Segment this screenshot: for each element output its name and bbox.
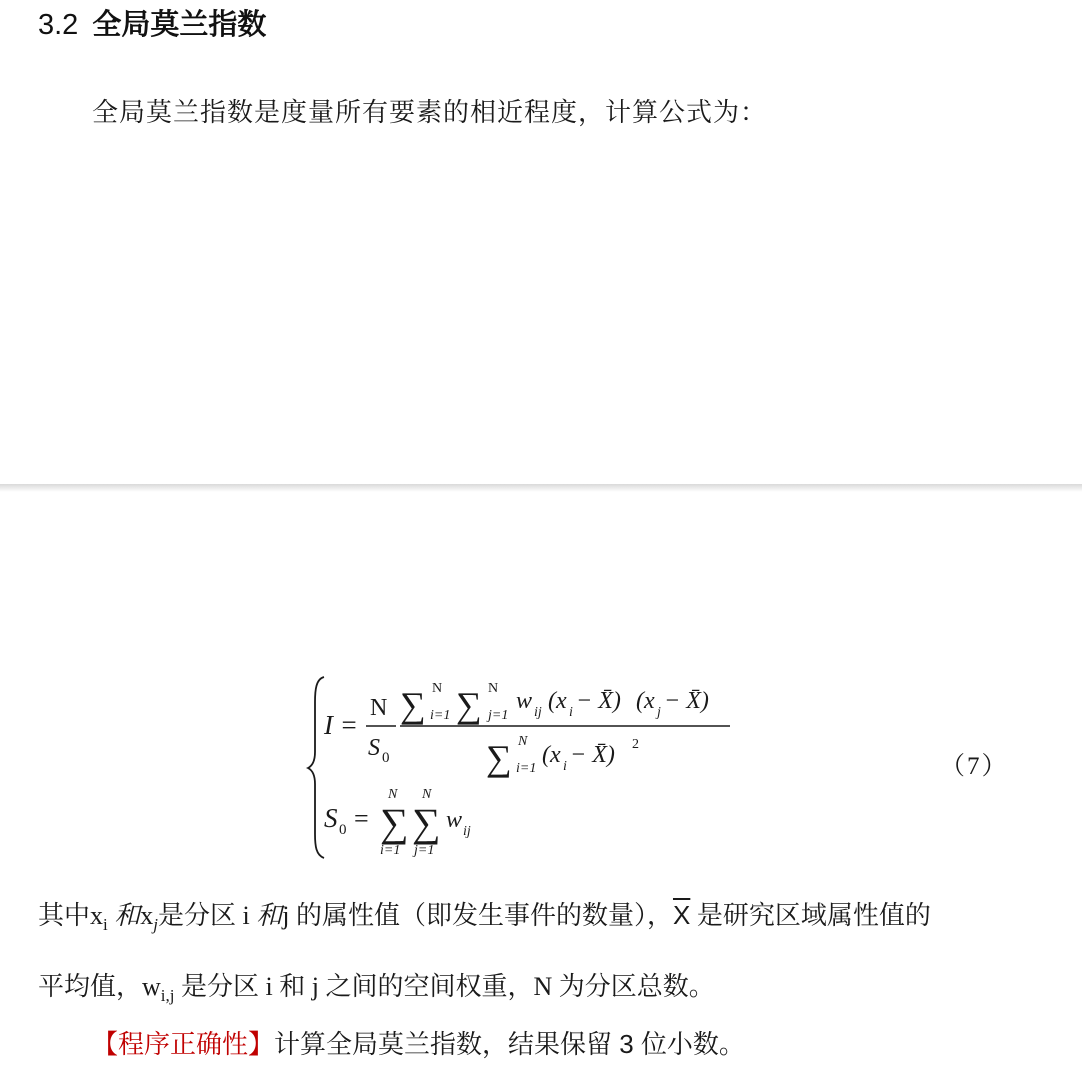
coef-numerator: N bbox=[370, 695, 388, 721]
den-sum-upper: N bbox=[518, 734, 528, 749]
s0-lhs-sub: 0 bbox=[339, 822, 347, 838]
def-xi-sub: i bbox=[103, 915, 108, 934]
coef-denominator-sub: 0 bbox=[382, 750, 390, 766]
sum1-lower: i=1 bbox=[430, 708, 451, 723]
den-sum-lower: i=1 bbox=[516, 761, 537, 776]
num-term2-sub: j bbox=[657, 705, 661, 720]
def-xbar: $\overline{X}$ bbox=[672, 900, 691, 930]
num-term2: (x bbox=[636, 688, 655, 714]
def-xi: x bbox=[90, 901, 104, 930]
coef-denominator: S bbox=[368, 735, 380, 761]
def-rest: j 的属性值（即发生事件的数量）， bbox=[282, 901, 673, 930]
den-sum-symbol: ∑ bbox=[486, 738, 512, 778]
section-number: 3.2 bbox=[38, 9, 79, 41]
def-mid: 是分区 i bbox=[158, 901, 257, 930]
den-term-sub: i bbox=[563, 759, 567, 774]
sum2-upper: N bbox=[488, 681, 499, 696]
definition-line-2 bbox=[38, 966, 715, 1006]
num-term1: (x bbox=[548, 688, 567, 714]
task-text: 计算全局莫兰指数，结果保留 3 位小数。 bbox=[274, 1029, 745, 1059]
s0-sum2-upper: N bbox=[422, 787, 432, 802]
sum2-lower: j=1 bbox=[488, 708, 509, 723]
sum1-symbol: ∑ bbox=[400, 685, 426, 725]
s0-sum2-lower: j=1 bbox=[414, 843, 435, 858]
s0-sum2-symbol: ∑ bbox=[412, 800, 441, 845]
def2-w-sub: i,j bbox=[160, 986, 175, 1005]
def-and-1: 和 bbox=[107, 901, 141, 930]
den-term: (x bbox=[542, 742, 561, 768]
num-term2-rest: − X̄) bbox=[664, 688, 709, 714]
def2-rest: 是分区 i 和 j 之间的空间权重，N 为分区总数。 bbox=[174, 972, 715, 1001]
num-term1-rest: − X̄) bbox=[576, 688, 621, 714]
den-term-rest: − X̄) bbox=[570, 742, 615, 768]
s0-weight: w bbox=[446, 807, 463, 833]
weight-w: w bbox=[516, 688, 533, 714]
def-xj-sub: j bbox=[153, 915, 158, 934]
den-power: 2 bbox=[632, 737, 639, 752]
def-and-2: 和 bbox=[256, 901, 283, 930]
intro-paragraph: 全局莫兰指数是度量所有要素的相近程度，计算公式为： bbox=[92, 98, 768, 127]
def-xj: x bbox=[140, 901, 154, 930]
def2-prefix: 平均值， bbox=[38, 972, 143, 1001]
def-tail: 是研究区域属性值的 bbox=[690, 901, 931, 930]
def-prefix: 其中 bbox=[38, 901, 91, 930]
sum1-upper: N bbox=[432, 681, 443, 696]
moran-i-lhs: I = bbox=[324, 710, 358, 740]
task-tag: 【程序正确性】 bbox=[92, 1029, 275, 1059]
equation-number: （7） bbox=[940, 753, 1009, 780]
s0-sum1-lower: i=1 bbox=[380, 843, 401, 858]
s0-weight-sub: ij bbox=[463, 824, 471, 839]
left-brace bbox=[308, 677, 324, 858]
s0-sum1-upper: N bbox=[388, 787, 398, 802]
s0-lhs: S bbox=[324, 803, 338, 833]
weight-w-sub: ij bbox=[534, 705, 542, 720]
task-paragraph bbox=[92, 1024, 745, 1061]
section-title: 全局莫兰指数 bbox=[92, 9, 267, 41]
def2-w: w bbox=[142, 972, 161, 1001]
s0-equals: = bbox=[354, 804, 369, 833]
definition-line-1 bbox=[38, 895, 931, 935]
sum2-symbol: ∑ bbox=[456, 685, 482, 725]
num-term1-sub: i bbox=[569, 705, 573, 720]
s0-sum1-symbol: ∑ bbox=[380, 800, 409, 845]
